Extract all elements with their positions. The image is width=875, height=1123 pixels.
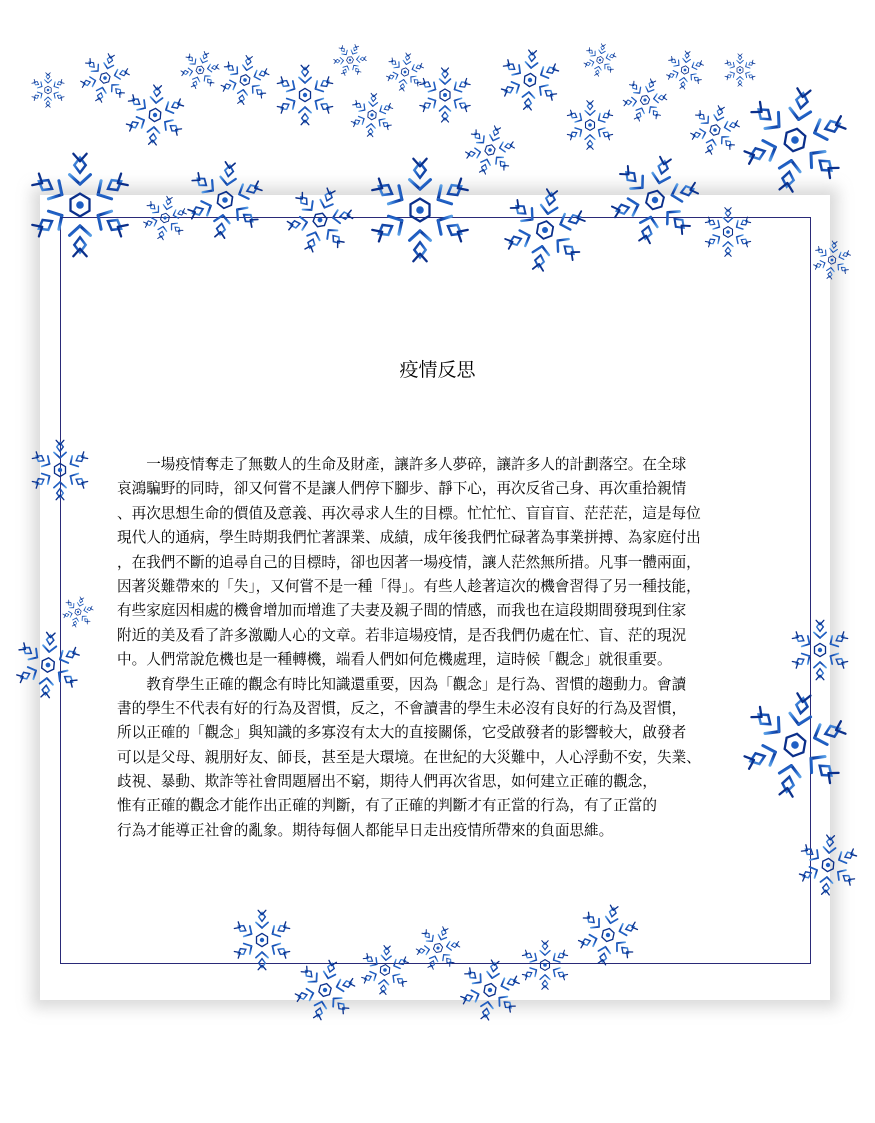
text-line: 附近的美及看了許多激勵人心的文章。若非這場疫情，是否我們仍處在忙、盲、茫的現況 [117,626,687,644]
snowflake-icon [460,120,520,181]
snowflake-icon [276,65,333,124]
snowflake-icon [566,101,613,150]
snowflake-icon [499,48,561,112]
snowflake-icon [664,49,705,92]
text-line: 教育學生正確的觀念有時比知識還重要，因為「觀念」是行為、習慣的趨動力。會讀 [117,675,687,693]
snowflake-icon [686,100,744,159]
text-line: 所以正確的「觀念」與知識的多寡沒有太大的直接關係，它受啟發者的影響較大，啟發者 [117,724,687,742]
text-line: 一場疫情奪走了無數人的生命及財產，讓許多人夢碎，讓許多人的計劃落空。在全球 [117,456,687,473]
text-line: 現代人的通病，學生時期我們忙著課業、成績，成年後我們忙碌著為事業拼搏、為家庭付出 [117,529,701,547]
text-line: ，在我們不斷的追尋自己的目標時，卻也因著一場疫情，讓人茫然無所措。凡事一體兩面， [117,553,701,571]
text-line: 有些家庭因相處的機會增加而增進了夫妻及親子間的情感，而我也在這段期間發現到住家 [117,602,687,620]
document-title: 疫情反思 [399,359,476,381]
document-body [117,453,757,843]
snowflake-icon [384,50,427,94]
snowflake-icon [737,81,853,199]
snowflake-icon [176,46,223,94]
snowflake-icon [724,54,755,86]
snowflake-icon [419,68,471,122]
snowflake-icon [31,73,64,108]
snowflake-icon [581,41,618,79]
text-line: 書的學生不代表有好的行為及習慣，反之，不會讀書的學生未必沒有良好的行為及習慣， [117,699,687,717]
snowflake-icon [124,83,186,147]
snowflake-icon [218,52,273,108]
snowflake-icon [329,39,371,82]
snowflake-icon [618,72,673,128]
paragraph-1 [117,453,757,673]
snowflake-icon [76,48,134,107]
text-line: 因著災難帶來的「失」，又何嘗不是一種「得」。有些人趁著這次的機會習得了另一種技能， [117,577,701,595]
snowflake-icon [349,92,394,139]
text-line: 可以是父母、親朋好友、師長，甚至是大環境。在世紀的大災難中，人心浮動不安，失業、 [117,748,701,766]
paragraph-2 [117,673,757,844]
text-line: 哀鴻騙野的同時，卻又何嘗不是讓人們停下腳步、靜下心，再次反省己身、再次重拾親情 [117,480,687,498]
text-line: 行為才能導正社會的亂象。期待每個人都能早日走出疫情所帶來的負面思維。 [117,821,614,839]
text-line: 、再次思想生命的價值及意義、再次尋求人生的目標。忙忙忙、盲盲盲、茫茫茫，這是每位 [117,504,701,522]
text-line: 歧視、暴動、欺詐等社會問題層出不窮，期待人們再次省思，如何建立正確的觀念， [117,773,657,791]
text-line: 中。人們常說危機也是一種轉機，端看人們如何危機處理，這時候「觀念」就很重要。 [117,651,672,669]
text-line: 惟有正確的觀念才能作出正確的判斷，有了正確的判斷才有正當的行為，有了正當的 [117,797,657,815]
